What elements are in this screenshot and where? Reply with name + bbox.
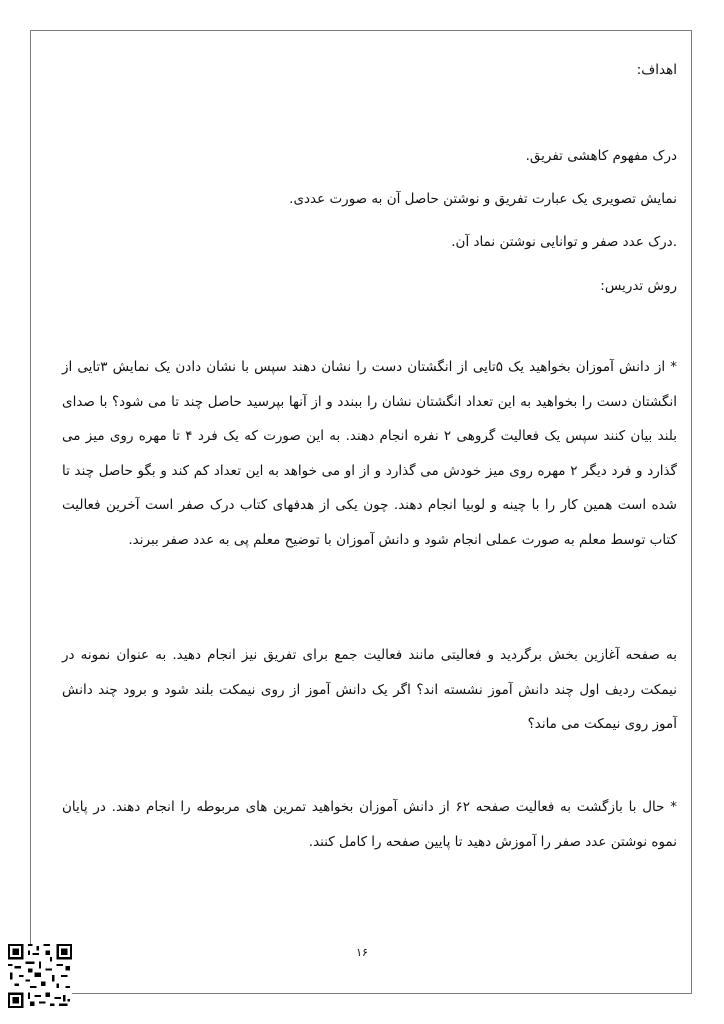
page-number: ۱۶	[356, 946, 368, 959]
paragraph: * از دانش آموزان بخواهید یک ۵تایی از انگشتان دست را نشان دهند سپس با نشان دادن یک نمایش ۳تایی از انگشتان دست را بخواهید به این تعداد انگشتان نشان را ببندد و از آنها بپرسید حاصل چند تا می شود؟ با صدای بلند بیان کنند سپس یک فعالیت گروهی ۲ نفره انجام دهند. به این صورت که یک فرد ۴ تا مهره روی میز می گذارد و فرد دیگر ۲ مهره روی میز خودش می گذارد و از او می خواهد به این تعداد کم کند و بگو حاصل چند تا شده است همین کار را با چینه و لوبیا انجام دهند. چون یکی از هدفهای کتاب درک صفر است آخرین فعالیت کتاب توسط معلم به صورت عملی انجام شود و دانش آموزان با توضیح معلم پی به عدد صفر ببرند.	[62, 359, 677, 548]
method-heading: روش تدریس:	[600, 278, 677, 294]
goals-heading: اهداف:	[636, 62, 677, 78]
goal-item: درک مفهوم کاهشی تفریق.	[525, 148, 677, 164]
paragraph: به صفحه آغازین بخش برگردید و فعالیتی مانند فعالیت جمع برای تفریق نیز انجام دهید. به عنوان نمونه در نیمکت ردیف اول چند دانش آموز نشسته اند؟ اگر یک دانش آموز از روی نیمکت بلند شود و برود چند دانش آموز روی نیمکت می ماند؟	[62, 647, 677, 732]
qr-code[interactable]	[8, 944, 72, 1008]
goal-item: .درک عدد صفر و توانایی نوشتن نماد آن.	[451, 234, 677, 250]
goal-item: نمایش تصویری یک عبارت تفریق و نوشتن حاصل آن به صورت عددی.	[289, 191, 677, 207]
paragraph: * حال با بازگشت به فعالیت صفحه ۶۲ از دانش آموزان بخواهید تمرین های مربوطه را انجام دهند. در پایان نموه نوشتن عدد صفر را آموزش دهید تا پایین صفحه را کامل کنند.	[62, 799, 677, 850]
